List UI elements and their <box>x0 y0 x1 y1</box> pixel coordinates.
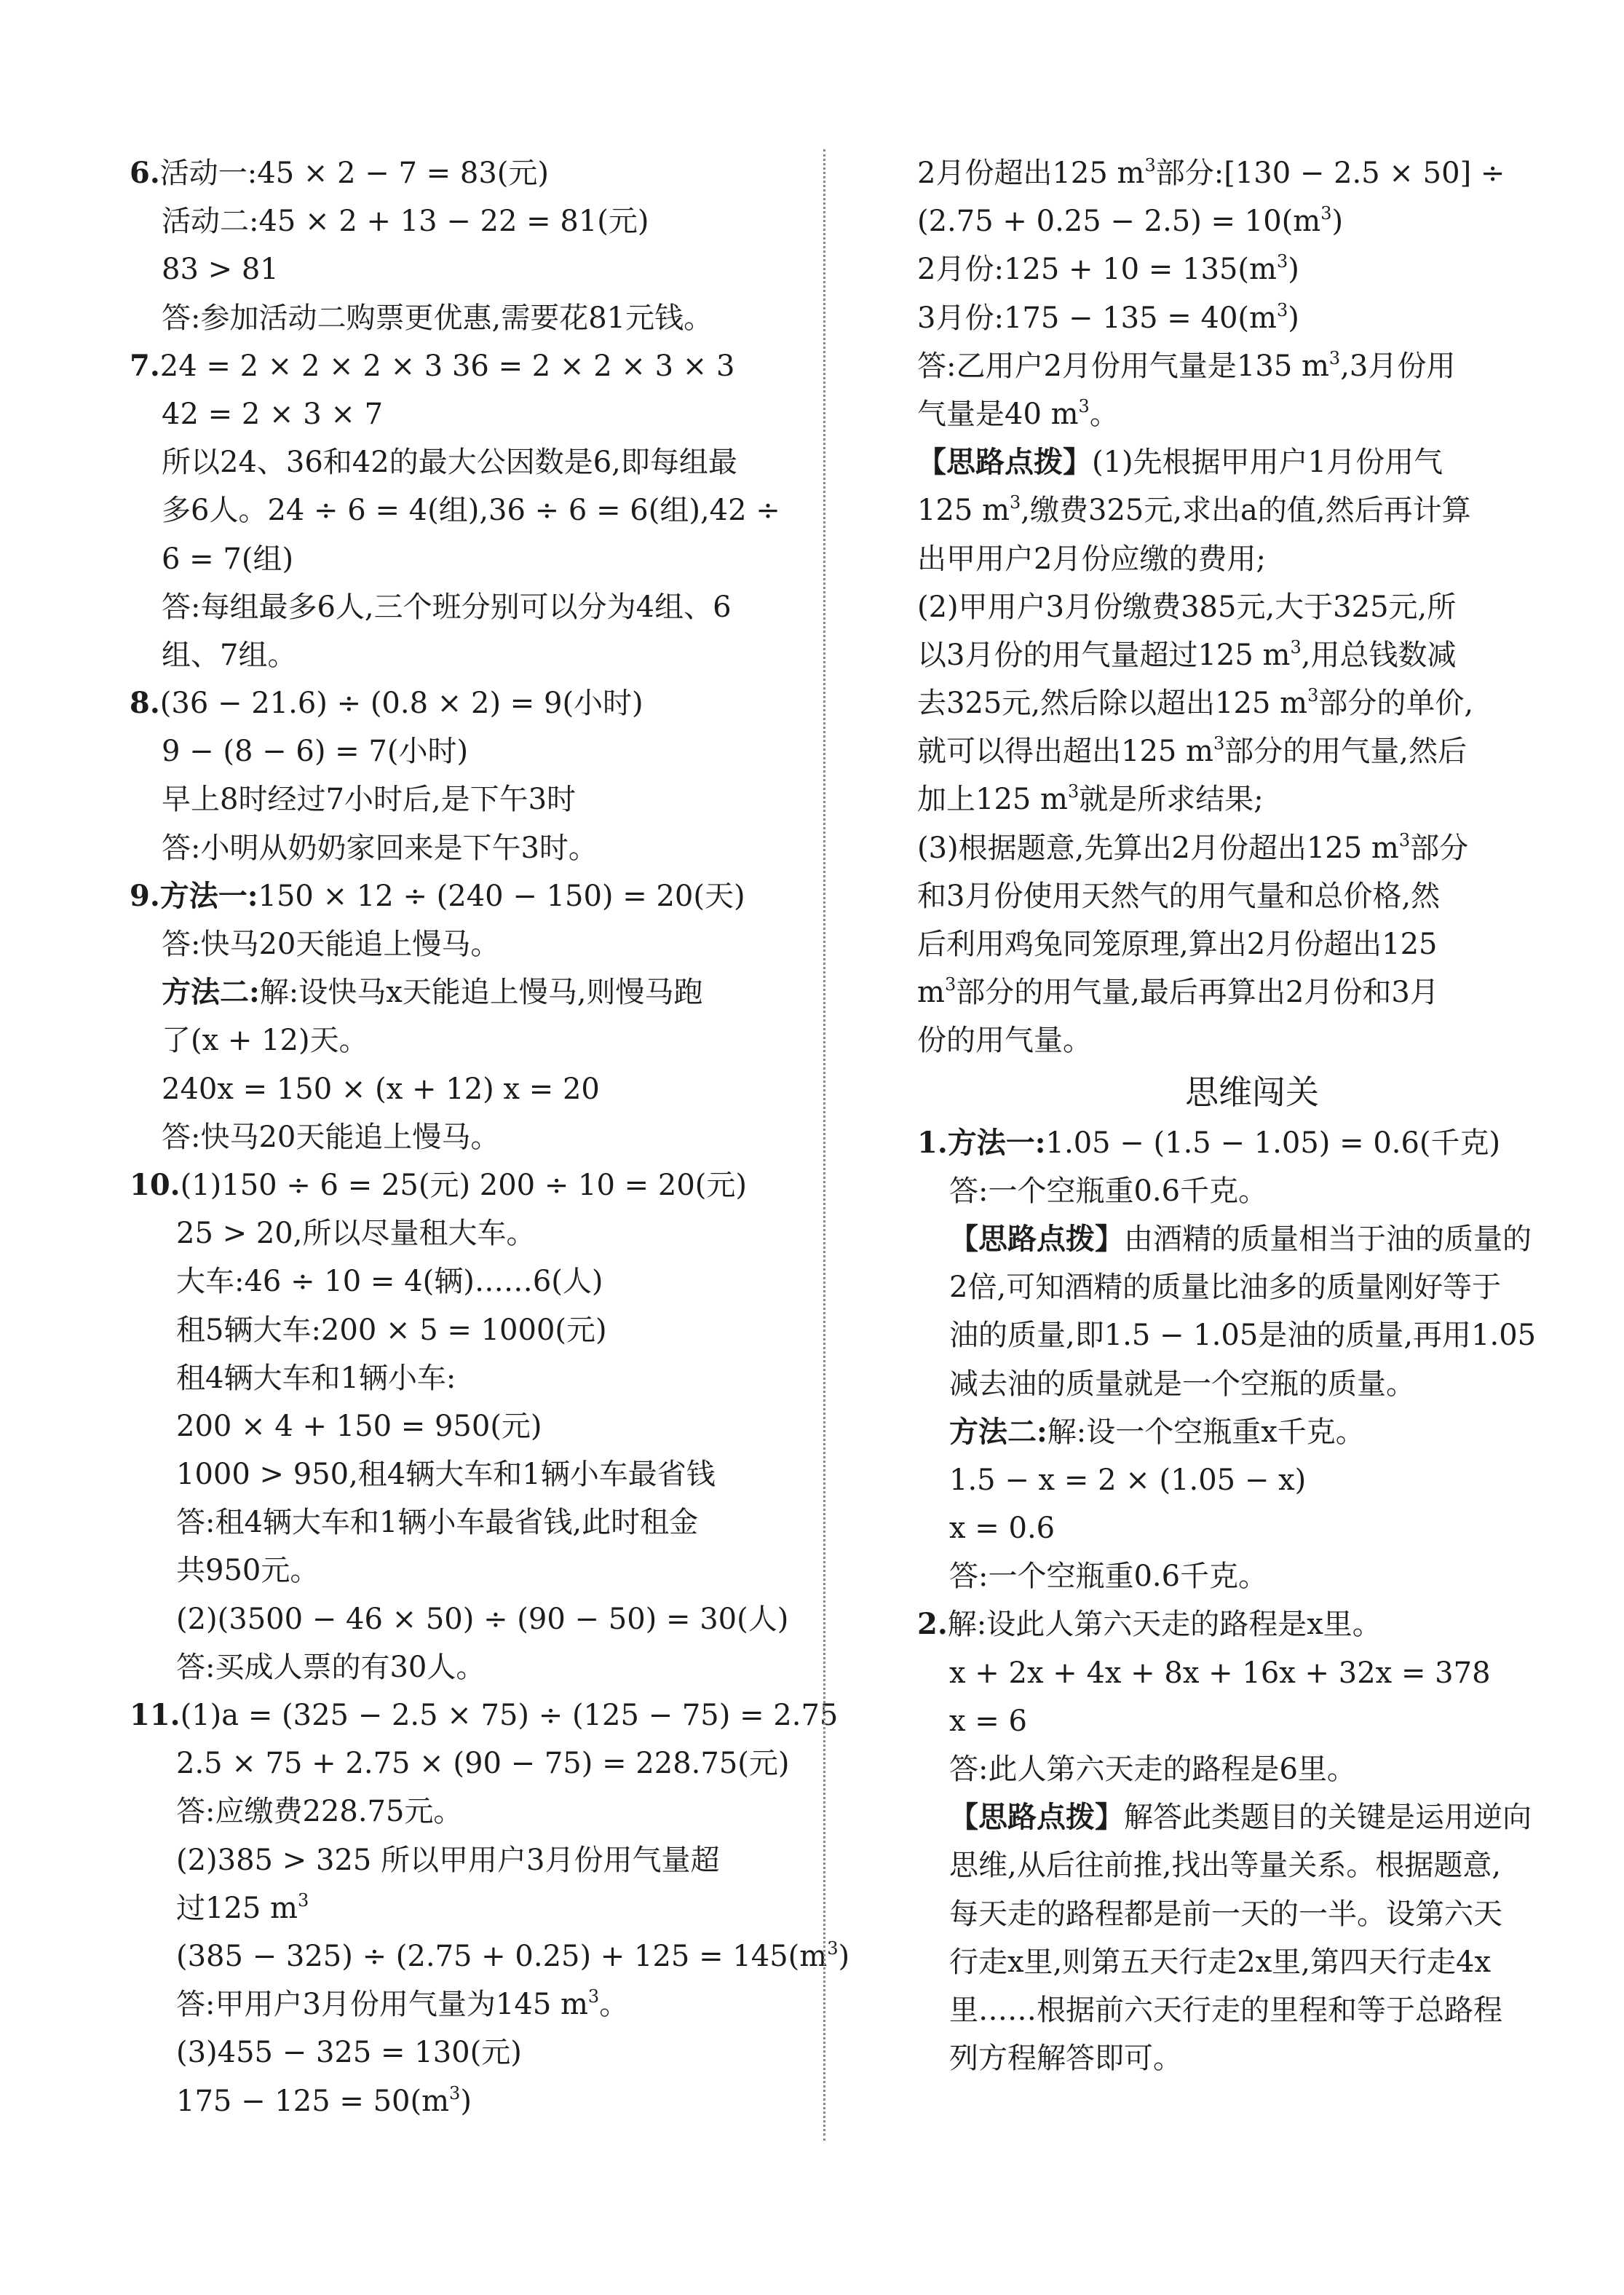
line-text: x + 2x + 4x + 8x + 16x + 32x = 378 <box>949 1656 1491 1690</box>
text-line <box>917 1360 1587 1408</box>
line-text: 去325元,然后除以超出125 $m^3$部分的单价, <box>917 685 1474 721</box>
text-line <box>130 824 799 872</box>
line-text: (2)385 > 325 所以甲用户3月份用气量超 <box>176 1843 720 1877</box>
text-line <box>130 1065 799 1113</box>
text-line <box>130 390 799 438</box>
line-text: (2)甲用户3月份缴费385元,大于325元,所 <box>917 590 1457 624</box>
question-number: 1. <box>917 1125 948 1160</box>
text-line <box>917 197 1587 245</box>
line-text: 答:一个空瓶重0.6千克。 <box>949 1174 1268 1208</box>
question-number: 8. <box>130 686 160 721</box>
text-line <box>917 824 1587 872</box>
line-text: 以3月份的用气量超过125 $m^3$,用总钱数减 <box>917 636 1457 672</box>
right-bottom-block <box>917 1119 1587 2083</box>
text-line <box>917 1408 1587 1456</box>
text-line <box>130 1643 799 1691</box>
line-text: 1.5 − x = 2 × (1.05 − x) <box>949 1463 1307 1497</box>
hint-label: 【思路点拨】 <box>949 1801 1124 1835</box>
line-text: 大车:46 ÷ 10 = 4(辆)……6(人) <box>176 1265 603 1299</box>
text-line <box>917 1697 1587 1745</box>
line-text: (1)a = (325 − 2.5 × 75) ÷ (125 − 75) = 2.75 <box>180 1699 839 1732</box>
line-text: (1)先根据甲用户1月份用气 <box>1092 446 1443 480</box>
line-text: 所以24、36和42的最大公因数是6,即每组最 <box>162 446 737 480</box>
line-text: 6 = 7(组) <box>162 542 294 576</box>
text-line <box>917 631 1587 679</box>
text-line <box>130 535 799 583</box>
method-label: 方法一: <box>947 1125 1046 1160</box>
line-text: 活动二:45 × 2 + 13 − 22 = 81(元) <box>162 205 649 239</box>
line-text: 240x = 150 × (x + 12) x = 20 <box>162 1072 600 1106</box>
line-text: 1.05 − (1.5 − 1.05) = 0.6(千克) <box>1045 1126 1501 1160</box>
line-text: 早上8时经过7小时后,是下午3时 <box>162 783 577 817</box>
right-top-block <box>917 149 1587 1065</box>
method-label: 方法二: <box>162 975 260 1010</box>
text-line <box>130 1884 799 1932</box>
text-line <box>917 1263 1587 1311</box>
line-text: 答:应缴费228.75元。 <box>176 1795 463 1829</box>
text-line <box>917 294 1587 342</box>
line-text: 里……根据前六天行走的里程和等于总路程 <box>949 1993 1502 2027</box>
text-line <box>917 583 1587 631</box>
right-column <box>917 149 1587 2082</box>
line-text: 1000 > 950,租4辆大车和1辆小车最省钱 <box>176 1458 716 1492</box>
text-line <box>130 1739 799 1788</box>
line-text: 油的质量,即1.5 − 1.05是油的质量,再用1.05 <box>949 1319 1537 1353</box>
text-line <box>917 1504 1587 1552</box>
text-line <box>917 342 1587 390</box>
text-line <box>917 1215 1587 1263</box>
line-text: 答:乙用户2月份用气量是135 $m^3,3$月份用 <box>917 347 1456 383</box>
line-text: 答:小明从奶奶家回来是下午3时。 <box>162 831 598 865</box>
hint-label: 【思路点拨】 <box>917 446 1092 480</box>
question-number: 11. <box>130 1698 181 1732</box>
text-line <box>130 1788 799 1836</box>
text-line <box>130 294 799 342</box>
line-text: 解:设一个空瓶重x千克。 <box>1047 1415 1365 1449</box>
line-text: 租5辆大车:200 × 5 = 1000(元) <box>176 1313 607 1347</box>
text-line <box>130 1306 799 1354</box>
line-text: 125 $m^3$,缴费325元,求出a的值,然后再计算 <box>917 492 1471 528</box>
line-text: 2.5 × 75 + 2.75 × (90 − 75) = 228.75(元) <box>176 1747 790 1781</box>
text-line <box>130 775 799 823</box>
text-line <box>917 1600 1587 1648</box>
line-text: 活动一:45 × 2 − 7 = 83(元) <box>159 157 549 190</box>
text-line <box>917 920 1587 968</box>
line-text: (1)150 ÷ 6 = 25(元) 200 ÷ 10 = 20(元) <box>180 1168 748 1202</box>
text-line <box>917 1552 1587 1600</box>
line-text: 行走x里,则第五天行走2x里,第四天行走4x <box>949 1945 1492 1979</box>
text-line <box>130 486 799 534</box>
line-text: 42 = 2 × 3 × 7 <box>162 397 384 431</box>
line-text: 答:买成人票的有30人。 <box>176 1650 486 1684</box>
line-text: 答:甲用户3月份用气量为145 $m^3$。 <box>176 1986 629 2022</box>
text-line <box>130 679 799 727</box>
text-line <box>917 1841 1587 1889</box>
text-line <box>130 197 799 245</box>
line-text: (3)根据题意,先算出2月份超出125 $m^3$部分 <box>917 829 1469 865</box>
text-line <box>917 149 1587 197</box>
text-line <box>917 1016 1587 1064</box>
text-line <box>130 968 799 1016</box>
line-text: 列方程解答即可。 <box>949 2042 1182 2076</box>
text-line <box>130 1113 799 1161</box>
text-line <box>917 1167 1587 1215</box>
line-text: $(2.75 + 0.25 - 2.5) = 10(m^3)$ <box>917 203 1344 239</box>
method-label: 方法二: <box>949 1414 1047 1449</box>
line-text: 9 − (8 − 6) = 7(小时) <box>162 735 469 769</box>
text-line <box>130 1691 839 1739</box>
line-text: 过125 $m^3$ <box>176 1889 309 1925</box>
text-line <box>130 342 799 390</box>
method-label: 方法一: <box>159 878 258 913</box>
text-line <box>917 535 1587 583</box>
text-line <box>130 1354 799 1402</box>
question-number: 2. <box>917 1607 948 1642</box>
line-text: 出甲用户2月份应缴的费用; <box>917 542 1266 576</box>
line-text: $m^3$部分的用气量,最后再算出2月份和3月 <box>917 974 1439 1010</box>
question-number: 6. <box>130 156 160 190</box>
line-text: 200 × 4 + 150 = 950(元) <box>176 1409 542 1443</box>
text-line <box>130 1836 799 1884</box>
line-text: 每天走的路程都是前一天的一半。设第六天 <box>949 1897 1502 1931</box>
text-line <box>130 1547 799 1595</box>
line-text: (3)455 − 325 = 130(元) <box>176 2036 522 2070</box>
text-line <box>130 149 799 197</box>
text-line <box>130 438 799 486</box>
section-title: 思维闯关 <box>1185 1072 1319 1112</box>
text-line <box>917 1119 1587 1167</box>
line-text: 25 > 20,所以尽量租大车。 <box>176 1217 536 1251</box>
text-line <box>917 245 1587 293</box>
line-text: 气量是40 $m^3$。 <box>917 395 1119 431</box>
question-number: 10. <box>130 1167 181 1202</box>
line-text: $(385 - 325) \div (2.75 + 0.25) + 125 = 145(m^3)$ <box>176 1937 850 1973</box>
line-text: x = 0.6 <box>949 1512 1055 1546</box>
question-number: 7. <box>130 348 160 383</box>
line-text: 150 × 12 ÷ (240 − 150) = 20(天) <box>258 879 745 913</box>
text-line <box>130 1450 799 1498</box>
line-text: 2倍,可知酒精的质量比油多的质量刚好等于 <box>949 1271 1502 1305</box>
line-text: $175 - 125 = 50(m^3)$ <box>176 2082 472 2118</box>
line-text: 多6人。24 ÷ 6 = 4(组),36 ÷ 6 = 6(组),42 ÷ <box>162 494 780 528</box>
text-line <box>917 968 1587 1016</box>
text-line <box>130 1595 799 1643</box>
text-line <box>917 2034 1587 2082</box>
line-text: 组、7组。 <box>162 638 297 672</box>
text-line <box>917 486 1587 534</box>
text-line <box>130 727 799 775</box>
line-text: 答:每组最多6人,三个班分别可以分为4组、6 <box>162 590 732 624</box>
line-text: 答:快马20天能追上慢马。 <box>162 1120 500 1154</box>
text-line <box>130 1209 799 1257</box>
line-text: 后利用鸡兔同笼原理,算出2月份超出125 <box>917 928 1438 961</box>
hint-label: 【思路点拨】 <box>949 1222 1124 1256</box>
text-line <box>130 245 799 293</box>
text-line <box>130 1498 799 1547</box>
line-text: 由酒精的质量相当于油的质量的 <box>1124 1222 1532 1256</box>
text-line <box>917 1649 1587 1697</box>
line-text: 答:一个空瓶重0.6千克。 <box>949 1560 1268 1594</box>
line-text: 2月份超出125 $m^3$部分:[130 − 2.5 × 50] ÷ <box>917 155 1505 190</box>
line-text: 2月份:125 + $10 = 135(m^3)$ <box>917 251 1299 287</box>
line-text: 份的用气量。 <box>917 1024 1092 1058</box>
line-text: 83 > 81 <box>162 253 279 287</box>
question-number: 9. <box>130 878 160 913</box>
line-text: (2)(3500 − 46 × 50) ÷ (90 − 50) = 30(人) <box>176 1602 789 1636</box>
left-column <box>130 149 850 2125</box>
text-line <box>130 1402 799 1450</box>
line-text: 和3月份使用天然气的用气量和总价格,然 <box>917 879 1441 913</box>
line-text: 答:此人第六天走的路程是6里。 <box>949 1753 1356 1786</box>
text-line <box>917 775 1587 823</box>
text-line <box>130 583 799 631</box>
line-text: 3月份:175 − $135 = 40(m^3)$ <box>917 299 1299 335</box>
text-line <box>917 390 1587 438</box>
text-line <box>130 920 799 968</box>
text-line <box>917 1986 1587 2034</box>
text-line <box>917 1311 1587 1359</box>
text-line <box>917 727 1587 775</box>
text-line <box>130 1257 799 1305</box>
text-line <box>130 1932 850 1980</box>
text-line <box>917 872 1587 920</box>
text-line <box>917 679 1587 727</box>
line-text: 减去油的质量就是一个空瓶的质量。 <box>949 1367 1415 1401</box>
text-line <box>130 872 799 920</box>
line-text: 解:设快马x天能追上慢马,则慢马跑 <box>259 976 703 1010</box>
line-text: 就可以得出超出125 $m^3$部分的用气量,然后 <box>917 733 1467 769</box>
text-line <box>917 1456 1587 1504</box>
line-text: 24 = 2 × 2 × 2 × 3 36 = 2 × 2 × 3 × 3 <box>159 349 735 383</box>
line-text: 答:快马20天能追上慢马。 <box>162 928 500 961</box>
text-line <box>917 1745 1587 1793</box>
line-text: x = 6 <box>949 1704 1027 1738</box>
text-line <box>917 1890 1587 1938</box>
line-text: 答:参加活动二购票更优惠,需要花81元钱。 <box>162 301 713 335</box>
text-line <box>917 1793 1587 1841</box>
line-text: 加上125 $m^3$就是所求结果; <box>917 781 1264 817</box>
line-text: 思维,从后往前推,找出等量关系。根据题意, <box>949 1849 1502 1883</box>
text-line <box>130 1161 799 1209</box>
text-line <box>130 1016 799 1064</box>
column-divider <box>823 149 825 2141</box>
line-text: 了(x + 12)天。 <box>162 1024 368 1058</box>
text-line <box>917 1938 1587 1986</box>
line-text: (36 − 21.6) ÷ (0.8 × 2) = 9(小时) <box>159 687 643 721</box>
line-text: 解:设此人第六天走的路程是x里。 <box>947 1608 1382 1642</box>
line-text: 共950元。 <box>176 1554 320 1588</box>
text-line <box>130 1980 799 2029</box>
text-line <box>917 438 1587 486</box>
text-line <box>130 2029 799 2077</box>
line-text: 答:租4辆大车和1辆小车最省钱,此时租金 <box>176 1506 699 1540</box>
text-line <box>130 631 799 679</box>
line-text: 解答此类题目的关键是运用逆向 <box>1124 1801 1532 1835</box>
text-line <box>130 2077 799 2125</box>
line-text: 租4辆大车和1辆小车: <box>176 1361 456 1395</box>
